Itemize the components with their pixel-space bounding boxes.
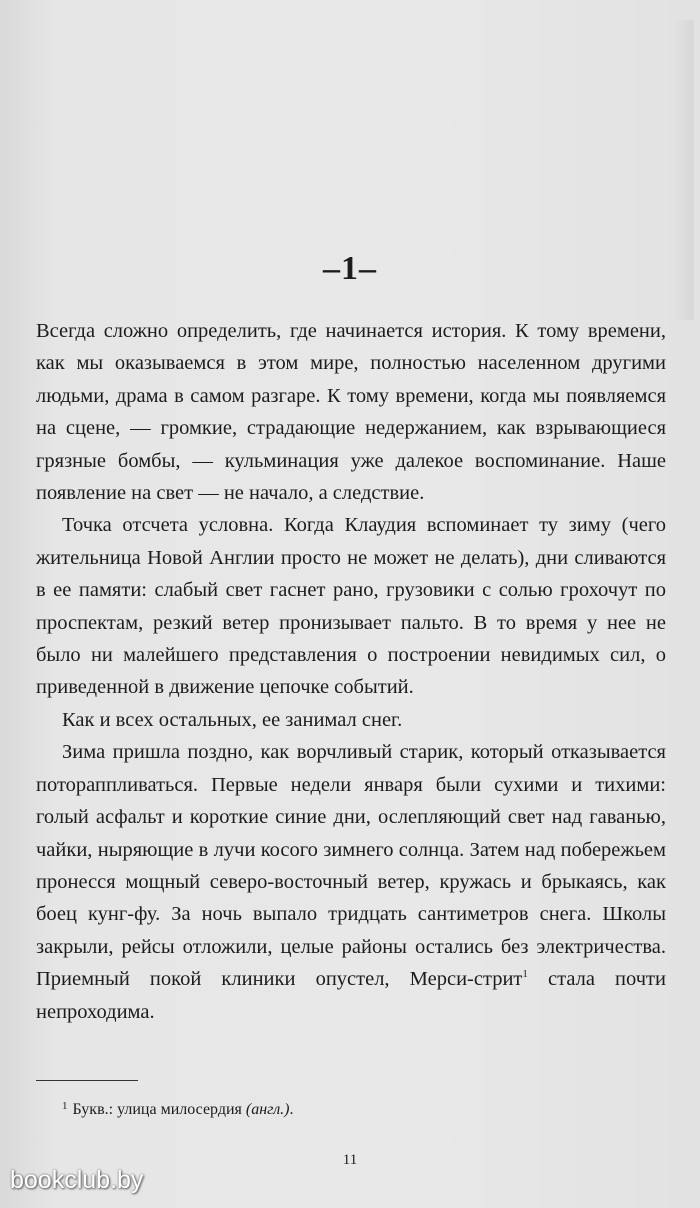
footnote-divider bbox=[36, 1080, 138, 1081]
paragraph-text-end: стала почти непроходима. bbox=[36, 968, 666, 1023]
paragraph: Как и всех остальных, ее занимал снег. bbox=[62, 708, 403, 731]
footnote-reference: 1 bbox=[522, 968, 528, 981]
paragraph-text: Зима пришла поздно, как ворчливый старик, который отказывается потораппливаться. Первые недели января были сухими и тихими: голый асфальт и короткие синие дни, ослепляющий свет над гаванью, чайки, ныряющие в лучи косого зимнего солнца. Затем над побережьем пронесся мощный северо-восточный ветер, кружась и брыкаясь, как боец кунг-фу. За ночь выпало тридцать сантиметров снега. Школы закрыли, рейсы отложили, целые районы остались без электричества. Приемный покой клиники опустел, Мерси-стрит bbox=[36, 741, 666, 991]
page-number: 11 bbox=[342, 1152, 358, 1168]
chapter-number: –1– bbox=[323, 250, 377, 287]
footnote bbox=[62, 1095, 294, 1121]
paragraph bbox=[36, 736, 666, 1028]
body-text bbox=[36, 315, 666, 1028]
footnote-italic: (англ.) bbox=[245, 1101, 290, 1118]
footnote-marker: 1 bbox=[62, 1100, 68, 1112]
paragraph: Точка отсчета условна. Когда Клаудия вспоминает ту зиму (чего жительница Новой Англии просто не может не делать), дни сливаются в ее памяти: слабый свет гаснет рано, грузовики с солью грохочут по проспектам, резкий ветер пронизывает пальто. В то время у нее не было ни малейшего представления о построении невидимых сил, о приведенной в движение цепочке событий. bbox=[36, 514, 666, 699]
footnote-text: Букв.: улица милосердия bbox=[72, 1101, 246, 1118]
watermark-logo: bookclub.by bbox=[10, 1166, 144, 1194]
footnote-end: . bbox=[289, 1101, 294, 1118]
paragraph: Всегда сложно определить, где начинается история. К тому времени, как мы оказываемся в этом мире, полностью населенном другими людьми, драма в самом разгаре. К тому времени, когда мы появляемся на сцене, — громкие, страдающие недержанием, как взрывающиеся грязные бомбы, — кульминация уже далекое воспоминание. Наше появление на свет — не начало, а следствие. bbox=[36, 320, 666, 505]
